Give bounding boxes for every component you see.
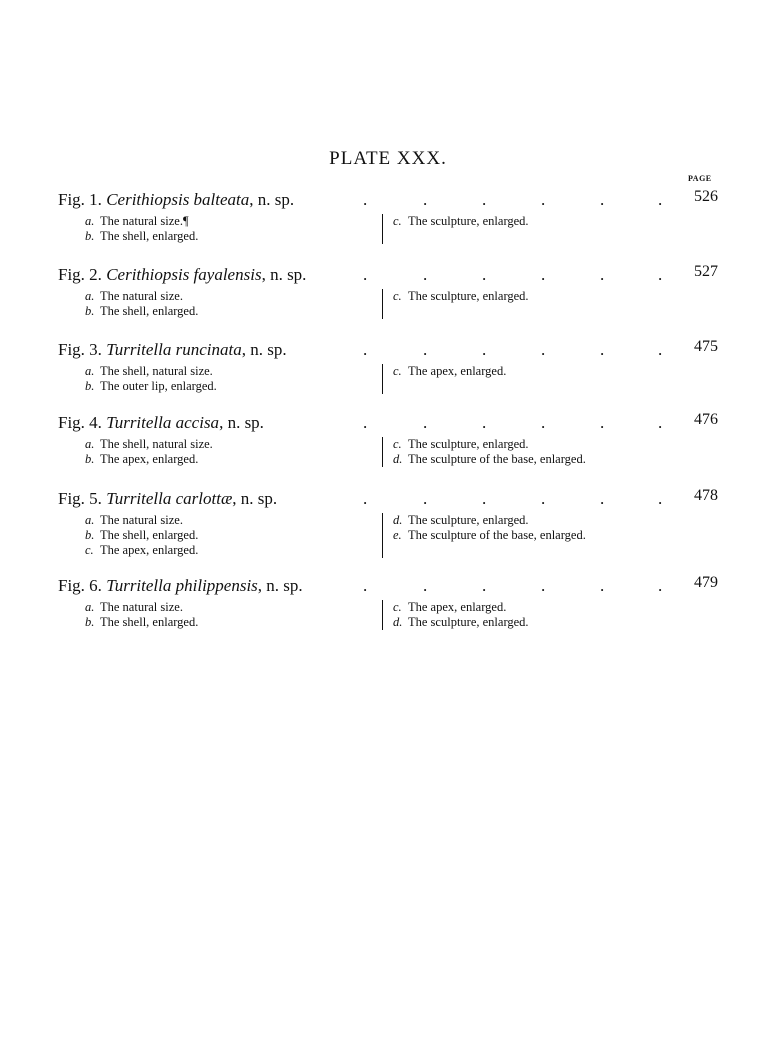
figure-number: Fig. 1. <box>58 190 107 209</box>
sub-figure-caption: The shell, natural size. <box>100 437 213 451</box>
leader-dot: . <box>600 489 605 508</box>
sub-figure-column-right <box>382 214 529 244</box>
leader-dot: . <box>423 413 428 432</box>
leader-dot: . <box>658 265 663 284</box>
sub-figure-item <box>85 528 198 543</box>
page-number: 527 <box>694 263 718 280</box>
sub-figure-item <box>85 214 198 229</box>
sub-figure-item <box>393 513 586 528</box>
sub-figure-item <box>393 615 529 630</box>
page-title: PLATE XXX. <box>329 148 447 169</box>
leader-dot: . <box>658 340 663 359</box>
sub-figure-caption: The sculpture, enlarged. <box>408 437 529 451</box>
species-name: Turritella accisa <box>106 413 220 432</box>
sub-figure-item <box>85 600 198 615</box>
sub-figure-caption: The apex, enlarged. <box>408 364 507 378</box>
dot-leader <box>58 265 720 287</box>
species-suffix: , n. sp. <box>219 413 264 432</box>
sub-figure-caption: The sculpture, enlarged. <box>408 513 529 527</box>
dot-leader <box>58 489 720 511</box>
leader-dot: . <box>482 576 487 595</box>
leader-dot: . <box>363 340 368 359</box>
page-number: 478 <box>694 487 718 504</box>
figure-number: Fig. 2. <box>58 265 107 284</box>
sub-figure-caption: The natural size.¶ <box>100 214 189 228</box>
sub-figure-column-left <box>85 437 213 467</box>
leader-dot: . <box>600 576 605 595</box>
leader-dot: . <box>363 190 368 209</box>
leader-dot: . <box>482 190 487 209</box>
species-suffix: , n. sp. <box>241 340 287 359</box>
sub-figure-list <box>58 289 720 319</box>
leader-dot: . <box>600 190 605 209</box>
sub-figure-letter: c. <box>393 214 402 228</box>
figure-number: Fig. 4. <box>58 413 107 432</box>
sub-figure-letter: b. <box>85 452 95 466</box>
species-name: Turritella carlottæ <box>106 489 233 508</box>
sub-figure-letter: b. <box>85 615 95 629</box>
sub-figure-letter: e. <box>393 528 402 542</box>
leader-dot: . <box>363 265 368 284</box>
sub-figure-caption: The apex, enlarged. <box>100 452 199 466</box>
figure-entry <box>58 190 720 244</box>
page-number: 526 <box>694 188 718 205</box>
sub-figure-item <box>85 615 198 630</box>
page-number: 479 <box>694 574 718 591</box>
leader-dot: . <box>363 489 368 508</box>
sub-figure-letter: d. <box>393 513 403 527</box>
leader-dot: . <box>423 576 428 595</box>
figure-heading <box>58 489 720 511</box>
sub-figure-caption: The outer lip, enlarged. <box>100 379 217 393</box>
figure-heading <box>58 340 720 362</box>
sub-figure-list <box>58 600 720 630</box>
sub-figure-caption: The shell, enlarged. <box>100 528 199 542</box>
sub-figure-letter: b. <box>85 528 95 542</box>
dot-leader <box>58 190 720 212</box>
sub-figure-item <box>393 452 586 467</box>
species-name: Turritella philippensis <box>106 576 258 595</box>
sub-figure-item <box>393 600 529 615</box>
sub-figure-caption: The natural size. <box>100 513 183 527</box>
figure-heading <box>58 576 720 598</box>
sub-figure-letter: d. <box>393 615 403 629</box>
sub-figure-item <box>85 364 217 379</box>
sub-figure-column-left <box>85 289 198 319</box>
leader-dot: . <box>658 413 663 432</box>
sub-figure-caption: The sculpture, enlarged. <box>408 214 529 228</box>
leader-dot: . <box>482 413 487 432</box>
dot-leader <box>58 576 720 598</box>
leader-dot: . <box>658 489 663 508</box>
sub-figure-caption: The sculpture, enlarged. <box>408 289 529 303</box>
sub-figure-letter: c. <box>393 364 402 378</box>
sub-figure-caption: The sculpture of the base, enlarged. <box>408 528 586 542</box>
leader-dot: . <box>541 576 546 595</box>
sub-figure-caption: The sculpture of the base, enlarged. <box>408 452 586 466</box>
sub-figure-item <box>85 437 213 452</box>
sub-figure-letter: a. <box>85 289 95 303</box>
leader-dot: . <box>658 190 663 209</box>
sub-figure-item <box>85 304 198 319</box>
figure-entry <box>58 265 720 319</box>
leader-dot: . <box>423 265 428 284</box>
page-number: 475 <box>694 338 718 355</box>
sub-figure-item <box>85 513 198 528</box>
sub-figure-item <box>85 379 217 394</box>
sub-figure-item <box>393 289 529 304</box>
sub-figure-item <box>85 229 198 244</box>
species-name: Cerithiopsis balteata <box>106 190 250 209</box>
species-suffix: , n. sp. <box>257 576 303 595</box>
sub-figure-item <box>85 543 198 558</box>
sub-figure-caption: The shell, enlarged. <box>100 229 199 243</box>
sub-figure-letter: a. <box>85 513 95 527</box>
sub-figure-column-right <box>382 513 586 558</box>
leader-dot: . <box>541 190 546 209</box>
leader-dot: . <box>482 265 487 284</box>
leader-dot: . <box>423 340 428 359</box>
species-suffix: , n. sp. <box>249 190 295 209</box>
sub-figure-item <box>393 364 506 379</box>
sub-figure-column-left <box>85 513 198 558</box>
figure-heading <box>58 413 720 435</box>
sub-figure-caption: The apex, enlarged. <box>100 543 199 557</box>
sub-figure-column-right <box>382 364 506 394</box>
leader-dot: . <box>423 190 428 209</box>
sub-figure-caption: The shell, natural size. <box>100 364 213 378</box>
sub-figure-list <box>58 513 720 558</box>
sub-figure-item <box>85 289 198 304</box>
figure-entry <box>58 489 720 558</box>
sub-figure-caption: The apex, enlarged. <box>408 600 507 614</box>
sub-figure-column-right <box>382 289 529 319</box>
leader-dot: . <box>482 340 487 359</box>
figure-entry <box>58 413 720 467</box>
leader-dot: . <box>658 576 663 595</box>
sub-figure-column-left <box>85 364 217 394</box>
leader-dot: . <box>423 489 428 508</box>
sub-figure-list <box>58 214 720 244</box>
sub-figure-letter: a. <box>85 364 95 378</box>
leader-dot: . <box>482 489 487 508</box>
figure-heading <box>58 265 720 287</box>
sub-figure-caption: The shell, enlarged. <box>100 615 199 629</box>
page-number: 476 <box>694 411 718 428</box>
leader-dot: . <box>363 576 368 595</box>
sub-figure-letter: c. <box>393 289 402 303</box>
sub-figure-letter: b. <box>85 379 95 393</box>
dot-leader <box>58 340 720 362</box>
leader-dot: . <box>600 413 605 432</box>
sub-figure-letter: c. <box>85 543 94 557</box>
sub-figure-list <box>58 364 720 394</box>
figure-number: Fig. 3. <box>58 340 107 359</box>
species-suffix: , n. sp. <box>232 489 278 508</box>
sub-figure-item <box>85 452 213 467</box>
figure-number: Fig. 5. <box>58 489 107 508</box>
sub-figure-letter: b. <box>85 304 95 318</box>
species-name: Cerithiopsis fayalensis <box>106 265 262 284</box>
sub-figure-caption: The natural size. <box>100 600 183 614</box>
sub-figure-column-right <box>382 437 586 467</box>
species-name: Turritella runcinata <box>106 340 242 359</box>
figure-heading <box>58 190 720 212</box>
sub-figure-column-right <box>382 600 529 630</box>
figure-number: Fig. 6. <box>58 576 107 595</box>
sub-figure-letter: c. <box>393 600 402 614</box>
sub-figure-letter: c. <box>393 437 402 451</box>
sub-figure-letter: a. <box>85 214 95 228</box>
sub-figure-letter: a. <box>85 600 95 614</box>
sub-figure-letter: a. <box>85 437 95 451</box>
leader-dot: . <box>541 489 546 508</box>
sub-figure-list <box>58 437 720 467</box>
dot-leader <box>58 413 720 435</box>
figure-entry <box>58 576 720 630</box>
sub-figure-column-left <box>85 600 198 630</box>
figure-entry <box>58 340 720 394</box>
sub-figure-item <box>393 437 586 452</box>
leader-dot: . <box>600 265 605 284</box>
sub-figure-letter: d. <box>393 452 403 466</box>
leader-dot: . <box>541 340 546 359</box>
leader-dot: . <box>541 265 546 284</box>
leader-dot: . <box>600 340 605 359</box>
sub-figure-caption: The natural size. <box>100 289 183 303</box>
sub-figure-caption: The shell, enlarged. <box>100 304 199 318</box>
sub-figure-caption: The sculpture, enlarged. <box>408 615 529 629</box>
sub-figure-letter: b. <box>85 229 95 243</box>
leader-dot: . <box>363 413 368 432</box>
sub-figure-item <box>393 528 586 543</box>
sub-figure-column-left <box>85 214 198 244</box>
sub-figure-item <box>393 214 529 229</box>
page-column-header: PAGE <box>688 174 712 183</box>
leader-dot: . <box>541 413 546 432</box>
species-suffix: , n. sp. <box>261 265 307 284</box>
